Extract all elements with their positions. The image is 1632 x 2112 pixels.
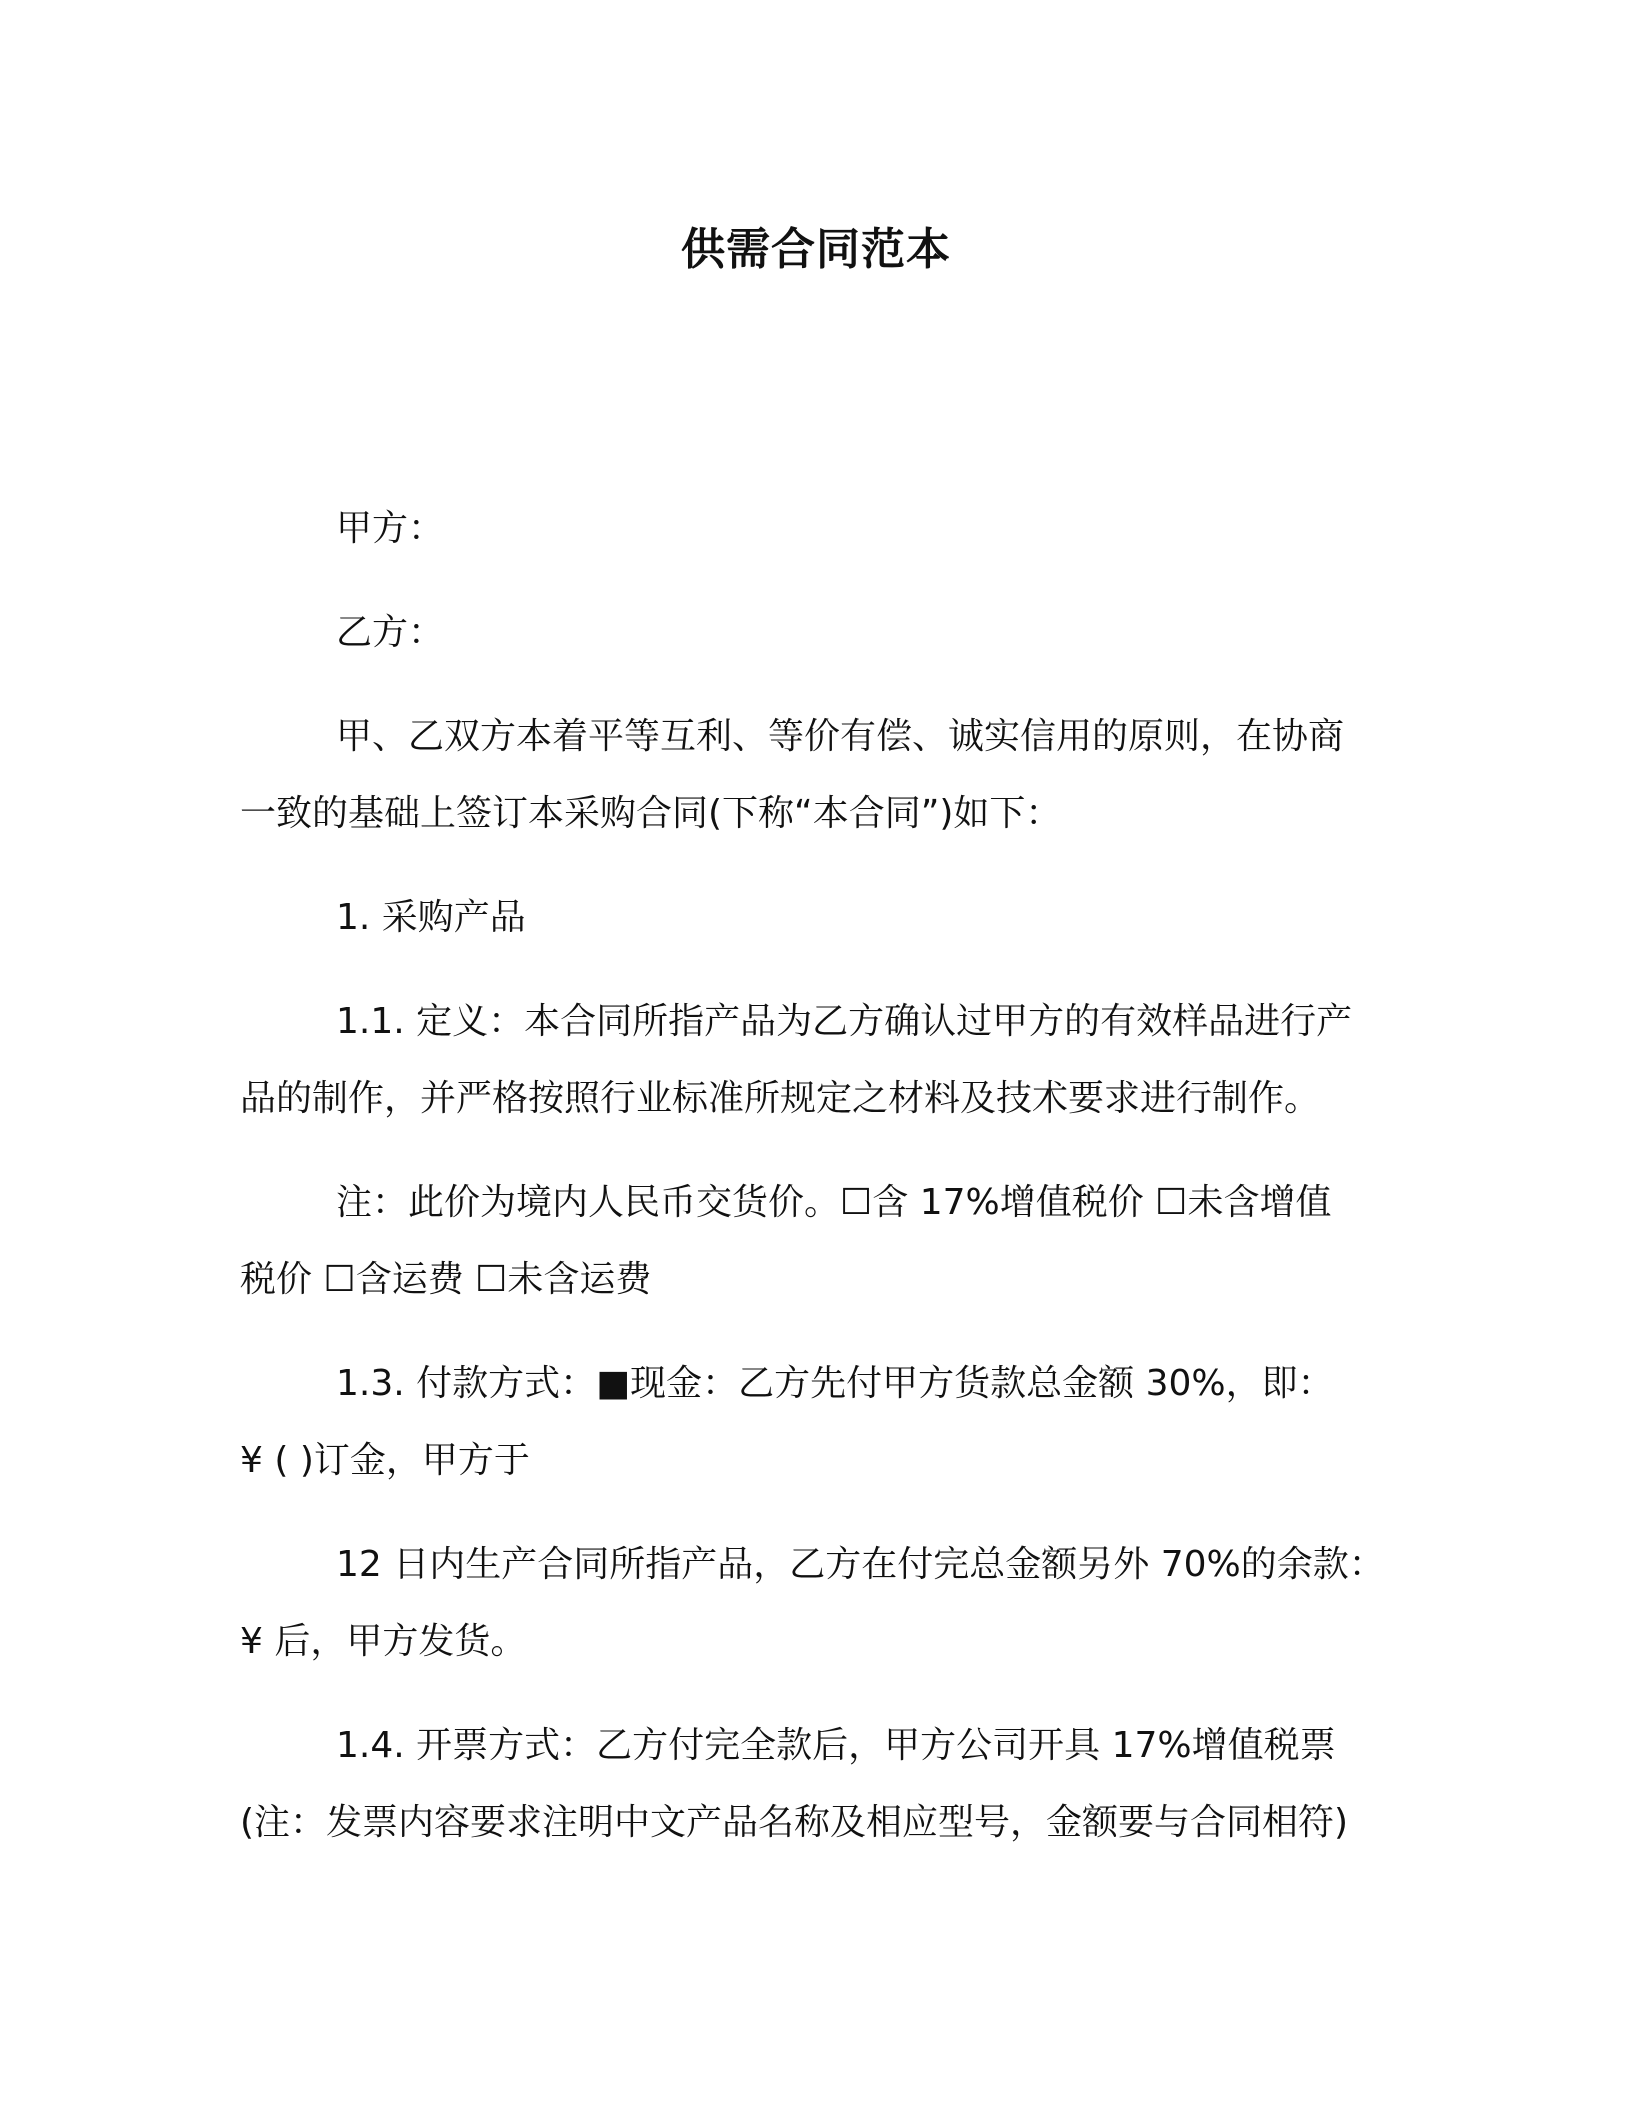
payment-method-paragraph <box>240 1345 1390 1499</box>
preamble-paragraph <box>240 698 1390 852</box>
document-title: 供需合同范本 <box>681 224 951 275</box>
paragraph-line: 品的制作，并严格按照行业标准所规定之材料及技术要求进行制作。 <box>240 1078 1321 1119</box>
paragraph-line: 1. 采购产品 <box>336 897 526 938</box>
party-a-line <box>240 490 1390 567</box>
paragraph-line: 乙方： <box>336 612 445 653</box>
paragraph-line: ¥ ( )订金，甲方于 <box>240 1440 530 1481</box>
paragraph-line: 12 日内生产合同所指产品，乙方在付完总金额另外 70%的余款： <box>336 1544 1385 1585</box>
paragraph-line: 甲、乙双方本着平等互利、等价有偿、诚实信用的原则，在协商 <box>336 716 1345 757</box>
document-body <box>240 490 1390 1888</box>
section-heading <box>240 879 1390 956</box>
paragraph-line: (注：发票内容要求注明中文产品名称及相应型号，金额要与合同相符) <box>240 1802 1349 1843</box>
paragraph-line: 1.1. 定义：本合同所指产品为乙方确认过甲方的有效样品进行产 <box>336 1001 1353 1042</box>
paragraph-line: 注：此价为境内人民币交货价。☐含 17%增值税价 ☐未含增值 <box>336 1182 1332 1223</box>
paragraph-line: 1.4. 开票方式：乙方付完全款后，甲方公司开具 17%增值税票 <box>336 1725 1336 1766</box>
price-note-paragraph <box>240 1164 1390 1318</box>
party-b-line <box>240 594 1390 671</box>
paragraph-line: ¥ 后，甲方发货。 <box>240 1621 527 1662</box>
paragraph-line: 1.3. 付款方式：■现金：乙方先付甲方货款总金额 30%，即： <box>336 1363 1334 1404</box>
paragraph-line: 税价 ☐含运费 ☐未含运费 <box>240 1259 652 1300</box>
invoice-paragraph <box>240 1707 1390 1861</box>
definition-paragraph <box>240 983 1390 1137</box>
production-paragraph <box>240 1526 1390 1680</box>
paragraph-line: 一致的基础上签订本采购合同(下称“本合同”)如下： <box>240 793 1062 834</box>
paragraph-line: 甲方： <box>336 508 445 549</box>
